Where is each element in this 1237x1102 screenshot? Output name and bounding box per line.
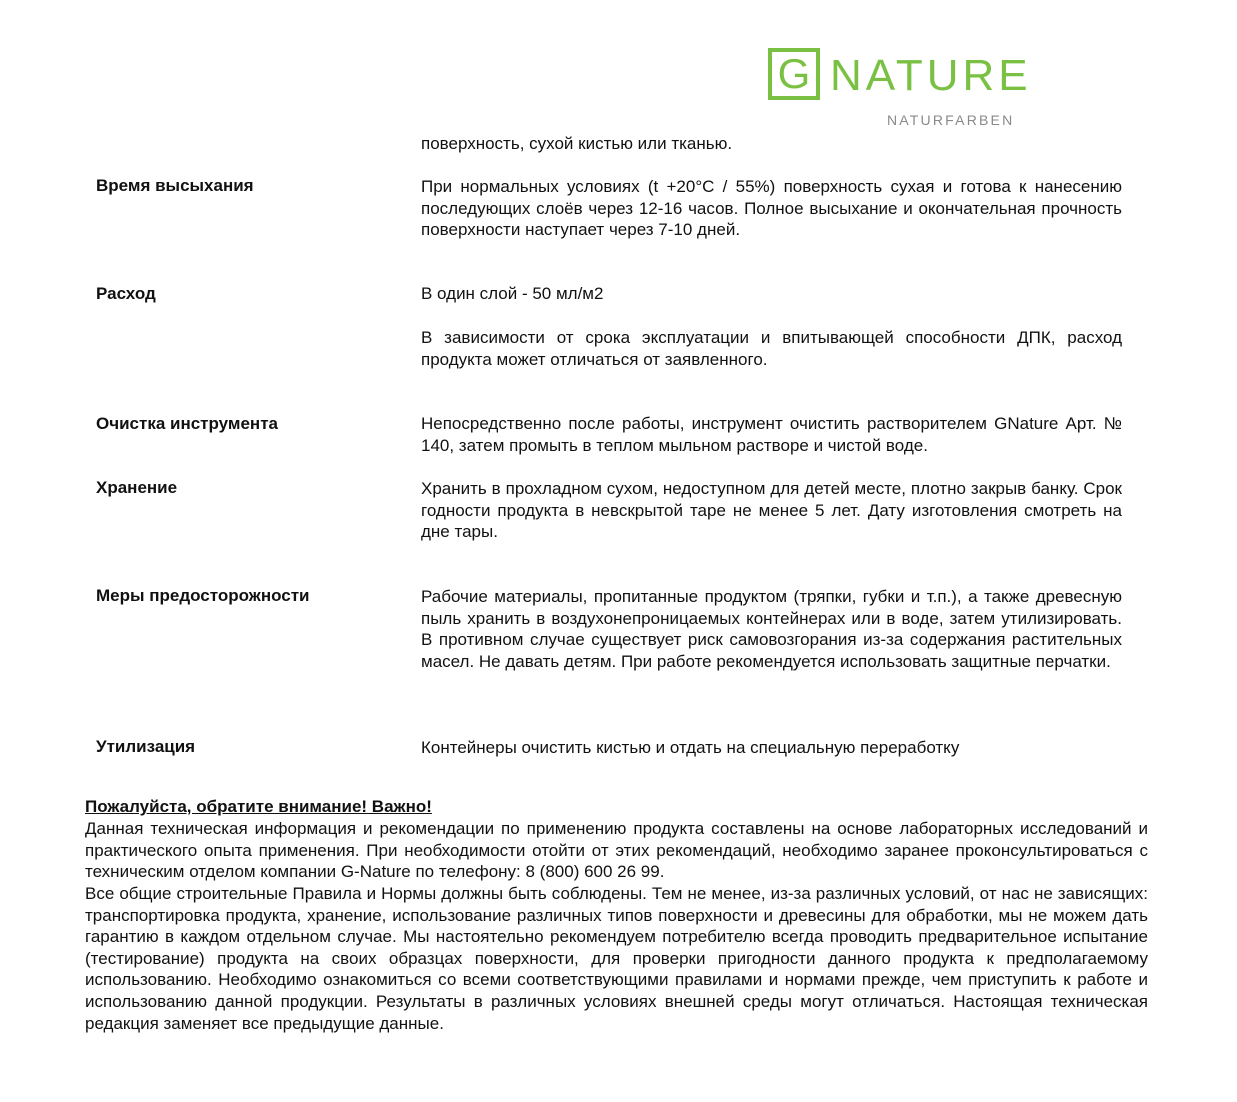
brand-logo — [768, 48, 1078, 130]
consumption-text-1: В один слой - 50 мл/м2 — [421, 284, 604, 303]
logo-letter: G — [777, 50, 811, 97]
precautions-label: Меры предосторожности — [96, 586, 310, 605]
cleaning-text: Непосредственно после работы, инструмент очистить растворителем GNature Арт. № 140, затем промыть в теплом мыльном растворе и чистой воде. — [421, 414, 1122, 455]
notice-title: Пожалуйста, обратите внимание! Важно! — [85, 797, 432, 816]
drying-label: Время высыхания — [96, 176, 254, 195]
storage-label: Хранение — [96, 478, 178, 497]
drying-text: При нормальных условиях (t +20°C / 55%) поверхность сухая и готова к нанесению последующих слоёв через 12-16 часов. Полное высыхание и окончательная прочность поверхности наступает через 7-10 дней. — [421, 177, 1122, 240]
consumption-text-2: В зависимости от срока эксплуатации и впитывающей способности ДПК, расход продукта может отличаться от заявленного. — [421, 328, 1122, 369]
logo-subtitle: NATURFARBEN — [887, 112, 1015, 128]
disposal-label: Утилизация — [96, 737, 196, 756]
logo-g-box — [768, 48, 820, 100]
cleaning-label: Очистка инструмента — [96, 414, 278, 433]
consumption-label: Расход — [96, 284, 156, 303]
continuation-text: поверхность, сухой кистью или тканью. — [421, 134, 733, 153]
storage-text: Хранить в прохладном сухом, недоступном для детей месте, плотно закрыв банку. Срок годности продукта в невскрытой таре не менее 5 лет. Дату изготовления смотреть на дне тары. — [421, 479, 1122, 542]
disposal-text: Контейнеры очистить кистью и отдать на специальную переработку — [421, 738, 960, 757]
precautions-text: Рабочие материалы, пропитанные продуктом (тряпки, губки и т.п.), а также древесную пыль хранить в воздухонепроницаемых контейнерах или в воде, затем утилизировать. В противном случае существует риск самовозгорания из-за содержания растительных масел. Не давать детям. При работе рекомендуется использовать защитные перчатки. — [421, 587, 1122, 671]
notice-paragraph-1: Данная техническая информация и рекомендации по применению продукта составлены на основе лабораторных исследований и практического опыта применения. При необходимости отойти от этих рекомендаций, необходимо заранее проконсультироваться с техническим отделом компании G-Nature по телефону: 8 (800) 600 26 99. — [85, 819, 1148, 882]
notice-paragraph-2: Все общие строительные Правила и Нормы должны быть соблюдены. Тем не менее, из-за различных условий, от нас не зависящих: транспортировка продукта, хранение, использование различных типов поверхности и древесины для обработки, мы не можем дать гарантию в каждом отдельном случае. Мы настоятельно рекомендуем потребителю всегда проводить предварительное испытание (тестирование) продукта на своих образцах поверхности, для проверки пригодности данного продукта к предполагаемому использованию. Необходимо ознакомиться со всеми соответствующими правилами и нормами прежде, чем приступить к работе и использованию данной продукции. Результаты в различных условиях внешней среды могут отличаться. Настоящая техническая редакция заменяет все предыдущие данные. — [85, 884, 1148, 1033]
logo-wordmark: NATURE — [830, 51, 1032, 100]
